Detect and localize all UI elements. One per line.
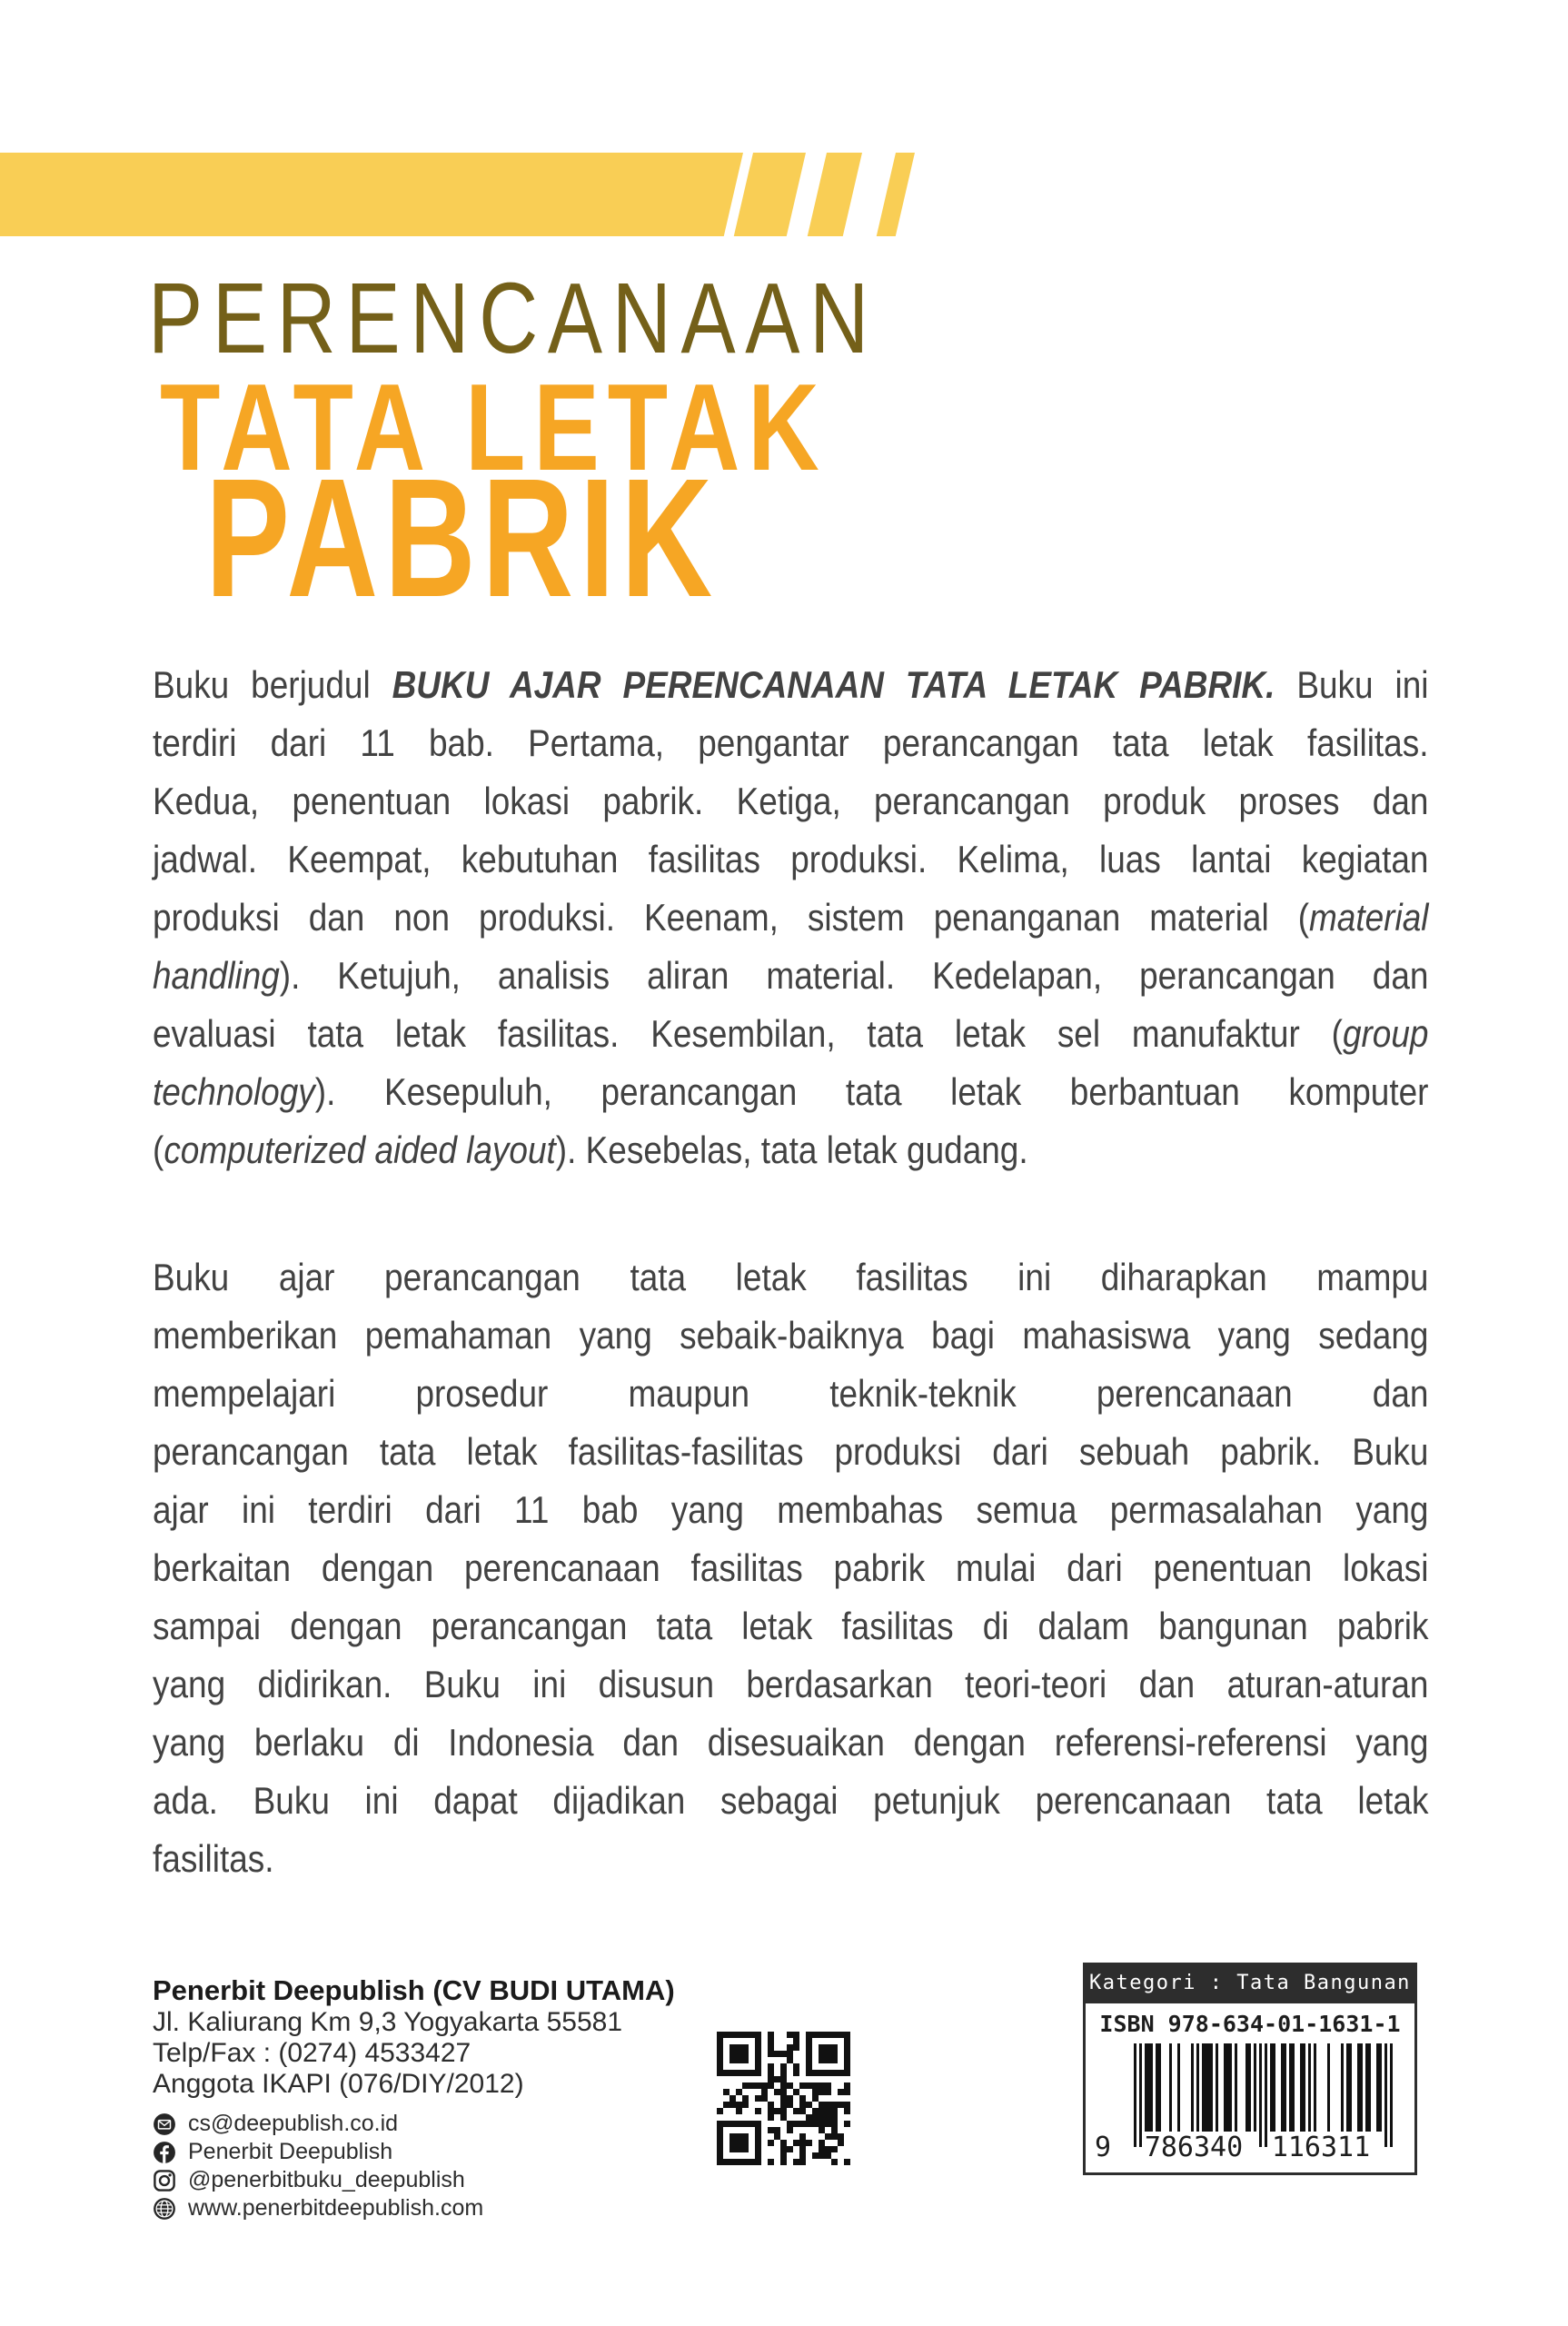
category-bar: Kategori : Tata Bangunan	[1083, 1963, 1417, 2003]
text-line: Buku berjudul BUKU AJAR PERENCANAAN TATA LETAK PABRIK. Buku ini	[153, 663, 1429, 706]
publisher-phone: Telp/Fax : (0274) 4533427	[153, 2038, 471, 2068]
email-icon	[153, 2112, 176, 2136]
contact-row-website	[153, 2194, 675, 2222]
text-line: memberikan pemahaman yang sebaik-baiknya bagi mahasiswa yang sedang	[153, 1314, 1429, 1357]
text-line: mempelajari prosedur maupun teknik-teknik perencanaan dan	[153, 1372, 1429, 1415]
isbn-label: ISBN 978-634-01-1631-1	[1099, 2011, 1401, 2037]
contact-row-facebook	[153, 2138, 675, 2166]
text-line: yang berlaku di Indonesia dan disesuaikan dengan referensi-referensi yang	[153, 1721, 1429, 1764]
contact-facebook: Penerbit Deepublish	[188, 2139, 393, 2164]
website-icon	[153, 2197, 176, 2221]
text-line: (computerized aided layout). Kesebelas, tata letak gudang.	[153, 1128, 1028, 1171]
text-line: evaluasi tata letak fasilitas. Kesembilan, tata letak sel manufaktur (group	[153, 1012, 1429, 1055]
contact-instagram: @penerbitbuku_deepublish	[188, 2167, 465, 2192]
publisher-membership: Anggota IKAPI (076/DIY/2012)	[153, 2069, 524, 2099]
publisher-contacts	[153, 2110, 675, 2222]
banner-bar	[0, 153, 743, 236]
text-line: terdiri dari 11 bab. Pertama, pengantar perancangan tata letak fasilitas.	[153, 721, 1429, 764]
ean-digit-group-2: 786340	[1144, 2132, 1244, 2163]
publisher-block	[153, 1973, 675, 2222]
text-line: yang didirikan. Buku ini disusun berdasarkan teori-teori dan aturan-aturan	[153, 1663, 1429, 1705]
contact-row-email	[153, 2110, 675, 2138]
qr-code	[717, 2032, 850, 2165]
text-line: fasilitas.	[153, 1837, 274, 1880]
publisher-address: Jl. Kaliurang Km 9,3 Yogyakarta 55581	[153, 2007, 623, 2037]
text-line: technology). Kesepuluh, perancangan tata letak berbantuan komputer	[153, 1070, 1429, 1113]
isbn-barcode-box	[1083, 1963, 1417, 2175]
ean-digit-group-1: 9	[1095, 2132, 1112, 2163]
contact-website: www.penerbitdeepublish.com	[188, 2195, 484, 2221]
publisher-name: Penerbit Deepublish (CV BUDI UTAMA)	[153, 1974, 675, 2006]
ean-digit-group-3: 116311	[1271, 2132, 1371, 2163]
text-line: jadwal. Keempat, kebutuhan fasilitas produksi. Kelima, luas lantai kegiatan	[153, 838, 1429, 880]
instagram-icon	[153, 2169, 176, 2192]
text-line: sampai dengan perancangan tata letak fasilitas di dalam bangunan pabrik	[153, 1605, 1429, 1647]
book-title-line-1: PERENCANAAN	[148, 263, 878, 374]
text-line: Buku ajar perancangan tata letak fasilitas ini diharapkan mampu	[153, 1256, 1429, 1298]
text-line: produksi dan non produksi. Keenam, sistem penanganan material (material	[153, 896, 1429, 939]
text-line: ajar ini terdiri dari 11 bab yang membahas semua permasalahan yang	[153, 1488, 1429, 1531]
contact-row-instagram	[153, 2166, 675, 2194]
facebook-icon	[153, 2141, 176, 2164]
text-line: ada. Buku ini dapat dijadikan sebagai petunjuk perencanaan tata letak	[153, 1779, 1429, 1822]
text-line: berkaitan dengan perencanaan fasilitas pabrik mulai dari penentuan lokasi	[153, 1546, 1429, 1589]
book-title-line-3: PABRIK	[205, 444, 719, 632]
text-line: Kedua, penentuan lokasi pabrik. Ketiga, perancangan produk proses dan	[153, 780, 1429, 822]
book-title-line-2: TATA LETAK	[160, 358, 828, 496]
banner-stripe-2	[808, 153, 862, 236]
text-line: perancangan tata letak fasilitas-fasilitas produksi dari sebuah pabrik. Buku	[153, 1430, 1429, 1473]
text-line: handling). Ketujuh, analisis aliran material. Kedelapan, perancangan dan	[153, 954, 1429, 997]
synopsis-paragraph-1	[153, 656, 1428, 1179]
banner-stripe-3	[877, 153, 915, 236]
synopsis-paragraph-2	[153, 1248, 1428, 1888]
contact-email: cs@deepublish.co.id	[188, 2111, 399, 2136]
banner-stripe-1	[734, 153, 806, 236]
